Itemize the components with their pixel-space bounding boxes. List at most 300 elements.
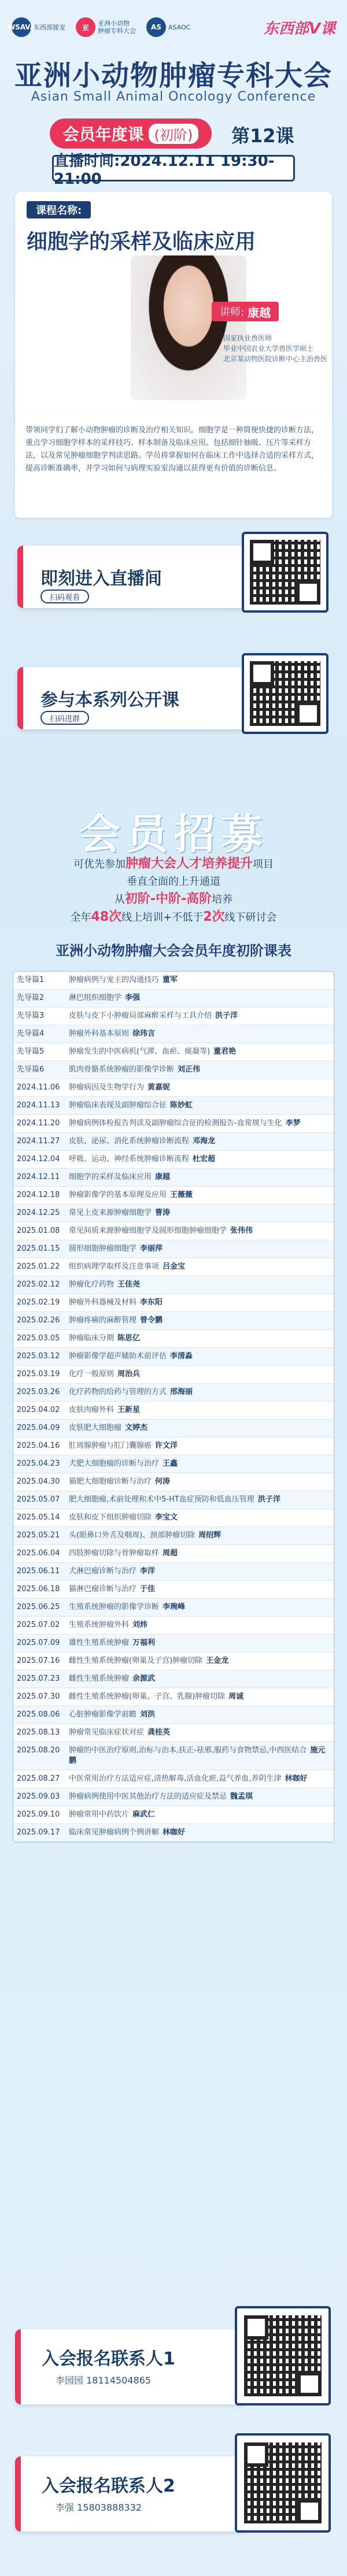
page-subtitle: Asian Small Animal Oncology Conference xyxy=(31,90,316,104)
schedule-row xyxy=(13,1706,334,1724)
schedule-row xyxy=(13,1824,334,1842)
logo-asac xyxy=(76,17,136,37)
schedule-topic-text: 肿瘤临床表现及副肿瘤综合征 xyxy=(69,1101,167,1110)
asac-logo-icon: 亚 xyxy=(76,17,95,37)
schedule-topic xyxy=(65,1133,334,1150)
schedule-topic-text: 肿瘤疼痛的麻醉管理 xyxy=(69,1316,137,1325)
schedule-date: 2025.06.04 xyxy=(17,1549,60,1558)
schedule-row xyxy=(13,1133,334,1151)
schedule-topic-text: 圆形细胞肿瘤细胞学 xyxy=(69,1244,137,1253)
schedule-row xyxy=(13,1509,334,1527)
schedule-row xyxy=(13,1330,334,1348)
schedule-date: 2025.06.11 xyxy=(17,1567,60,1576)
schedule-row xyxy=(13,1545,334,1563)
course-name: 细胞学的采样及临床应用 xyxy=(27,230,256,254)
schedule-lecturer: 周超 xyxy=(163,1549,178,1558)
recruit-line-3-post: 培养 xyxy=(212,894,233,906)
lesson-number: 第12课 xyxy=(231,125,294,147)
schedule-date: 2025.02.26 xyxy=(17,1316,60,1325)
schedule-topic-text: 生殖系统肿瘤的影像学诊断 xyxy=(69,1603,160,1611)
recruit-line-4-pre: 全年 xyxy=(70,911,91,924)
schedule-date: 2024.12.18 xyxy=(17,1191,60,1199)
schedule-row xyxy=(13,1384,334,1402)
course-intro: 带领同学们了解小动物肿瘤的诊断及治疗相关知识。细胞学是一种简便快捷的诊断方法，重点学习细胞学样本的采样技巧、样本制备及临床应用。包括细针抽吸、压片等采样方法，以及常见肿瘤细胞学判读思路。学员将掌握如何在临床工作中选择合适的采样方式，提高诊断准确率，并学习如何与病理实验室沟通以获得更有价值的诊断信息。 xyxy=(15,416,332,518)
schedule-lecturer: 张伟伟 xyxy=(230,1226,253,1235)
recruit-line-4-mid: 线上培训+不低于 xyxy=(121,911,204,924)
schedule-topic xyxy=(65,1007,334,1025)
schedule-row xyxy=(13,1007,334,1025)
schedule-topic-text: 猫肥大细胞瘤诊断与治疗 xyxy=(69,1477,152,1486)
wsava-logo-icon: WSAVA xyxy=(12,17,31,37)
schedule-date: 先导篇1 xyxy=(17,976,45,984)
schedule-row xyxy=(13,1527,334,1545)
schedule-row xyxy=(13,1276,334,1294)
schedule-row xyxy=(13,1617,334,1634)
schedule-date: 2025.04.16 xyxy=(17,1441,60,1450)
schedule-topic-text: 肿瘤外科基本原则 xyxy=(69,1029,130,1038)
logo-asaoc xyxy=(146,17,190,37)
schedule-date: 2025.09.03 xyxy=(17,1792,60,1801)
schedule-row xyxy=(13,1724,334,1742)
schedule-lecturer: 曾令鹏 xyxy=(140,1316,163,1325)
schedule-date: 2025.05.21 xyxy=(17,1531,60,1540)
recruit-description xyxy=(0,855,347,926)
schedule-date: 2024.11.20 xyxy=(17,1119,60,1128)
page-title: 亚洲小动物肿瘤专科大会 xyxy=(14,60,333,92)
schedule-topic-text: 雌性生殖系统肿瘤(卵巢及子宫)肿瘤切除 xyxy=(69,1656,203,1665)
schedule-topic xyxy=(65,1706,334,1723)
recruit-line-1-highlight: 肿瘤大会人才培养提升 xyxy=(125,857,253,871)
schedule-topic-text: 皮肤肥大细胞瘤 xyxy=(69,1424,122,1432)
schedule-row xyxy=(13,1348,334,1366)
schedule-date: 2025.07.02 xyxy=(17,1621,60,1629)
schedule-topic-text: 皮肤、泌尿、消化系统肿瘤诊断流程 xyxy=(69,1137,190,1146)
schedule-topic xyxy=(65,1366,334,1383)
schedule-topic xyxy=(65,1527,334,1544)
schedule-topic xyxy=(65,1330,334,1347)
lecturer-bio: 国家执业兽医师 毕业中国农业大学兽医学硕士 北京某动物医院诊断中心主治兽医 xyxy=(223,334,328,363)
recruit-line-1-pre: 可优先参加 xyxy=(73,858,125,870)
schedule-topic xyxy=(65,1043,334,1061)
schedule-lecturer: 康越 xyxy=(155,1173,171,1181)
schedule-heading: 亚洲小动物肿瘤大会会员年度初阶课表 xyxy=(56,943,291,959)
schedule-lecturer: 王薇薇 xyxy=(170,1191,193,1199)
schedule-lecturer: 林咖好 xyxy=(163,1828,186,1837)
schedule-row xyxy=(13,1770,334,1788)
schedule-topic xyxy=(65,1079,334,1096)
contact-1-phone[interactable]: 李园园 18114504865 xyxy=(56,2375,152,2386)
contact-1-qr-code[interactable] xyxy=(235,2306,331,2405)
schedule-topic-text: 呼吸、运动、神经系统肿瘤诊断流程 xyxy=(69,1155,190,1163)
schedule-lecturer: 刘洪 xyxy=(140,1710,156,1719)
schedule-row xyxy=(13,1599,334,1617)
schedule-lecturer: 李梦 xyxy=(285,1119,301,1128)
contact-2-qr-code[interactable] xyxy=(235,2433,331,2533)
member-level: (初阶) xyxy=(149,124,199,144)
header-logos xyxy=(7,13,335,42)
schedule-row xyxy=(13,1187,334,1204)
recruit-line-4-post: 线下研讨会 xyxy=(224,911,277,924)
schedule-topic xyxy=(65,1115,334,1132)
schedule-date: 2025.07.09 xyxy=(17,1639,60,1647)
schedule-row xyxy=(13,1670,334,1688)
schedule-date: 2025.01.22 xyxy=(17,1262,60,1271)
cta-join-button[interactable]: 扫码进群 xyxy=(40,711,89,725)
schedule-row xyxy=(13,972,334,989)
schedule-row xyxy=(13,1222,334,1240)
schedule-topic xyxy=(65,1509,334,1526)
schedule-topic-text: 常见上皮来源肿瘤细胞学 xyxy=(69,1209,152,1217)
schedule-topic-text: 雌性生殖系统肿瘤(卵巢、子宫、乳腺)肿瘤切除 xyxy=(69,1692,226,1701)
schedule-topic-text: 雄性生殖系统肿瘤 xyxy=(69,1639,130,1647)
schedule-date: 2025.05.07 xyxy=(17,1495,60,1504)
contact-1 xyxy=(15,2306,332,2422)
schedule-date: 2025.07.16 xyxy=(17,1656,60,1665)
schedule-topic xyxy=(65,1258,334,1276)
schedule-date: 2025.02.12 xyxy=(17,1280,60,1289)
schedule-topic-text: 皮肤与皮下小肿瘤局部麻醉采样与工具介绍 xyxy=(69,1011,212,1020)
schedule-topic-text: 细胞学的采样及临床应用 xyxy=(69,1173,152,1181)
schedule-lecturer: 李东阳 xyxy=(140,1298,163,1307)
schedule-lecturer: 王新星 xyxy=(117,1406,141,1414)
recruit-line-1 xyxy=(0,855,347,873)
qr-code-icon xyxy=(244,2442,322,2523)
schedule-date: 先导篇6 xyxy=(17,1065,45,1074)
schedule-lecturer: 王金龙 xyxy=(206,1656,229,1665)
logo-asaoc-text: ASAOC xyxy=(168,23,191,31)
schedule-topic-text: 肿瘤常见临床症状对症 xyxy=(69,1728,145,1737)
schedule-date: 2025.08.06 xyxy=(17,1710,60,1719)
schedule-topic-text: 犬淋巴瘤诊断与治疗 xyxy=(69,1567,137,1576)
schedule-date: 先导篇3 xyxy=(17,1011,45,1020)
schedule-row xyxy=(13,1366,334,1384)
schedule-topic xyxy=(65,1384,334,1401)
schedule-lecturer: 徐玮言 xyxy=(132,1029,156,1038)
schedule-topic-text: 肿瘤影像学的基本原理及应用 xyxy=(69,1191,167,1199)
schedule-topic xyxy=(65,1151,334,1168)
schedule-row xyxy=(13,1025,334,1043)
schedule-date: 2025.04.23 xyxy=(17,1459,60,1468)
schedule-row xyxy=(13,1043,334,1061)
schedule-row xyxy=(13,1402,334,1419)
brand-logo-right: 东西部V课 xyxy=(263,20,335,38)
schedule-topic-text: 肿瘤临床分期 xyxy=(69,1334,115,1343)
schedule-date: 2025.09.10 xyxy=(17,1810,60,1819)
schedule-lecturer: 黄嘉妮 xyxy=(147,1083,171,1092)
schedule-row xyxy=(13,1437,334,1455)
schedule-lecturer: 李丽萍 xyxy=(140,1244,163,1253)
lecturer-badge xyxy=(212,302,279,321)
cta-live[interactable] xyxy=(17,532,330,613)
schedule-topic-text: 肥大细胞瘤,术前处理和术中5-HT血症预防和低血压管理 xyxy=(69,1495,254,1504)
schedule-table xyxy=(13,971,334,1843)
schedule-date: 2025.04.02 xyxy=(17,1406,60,1414)
schedule-topic xyxy=(65,1652,334,1670)
qr-code-icon xyxy=(244,2315,322,2396)
course-card xyxy=(15,192,332,424)
schedule-lecturer: 邢海丽 xyxy=(170,1388,193,1396)
schedule-row xyxy=(13,1473,334,1491)
recruit-line-3 xyxy=(0,891,347,909)
schedule-date: 2025.04.09 xyxy=(17,1424,60,1432)
schedule-row xyxy=(13,1634,334,1652)
schedule-lecturer: 陈思亿 xyxy=(117,1334,141,1343)
recruit-title: 会员招募 xyxy=(78,810,268,858)
schedule-lecturer: 余源武 xyxy=(132,1674,156,1683)
schedule-lecturer: 许文洋 xyxy=(155,1441,178,1450)
schedule-lecturer: 李琬峰 xyxy=(163,1603,186,1611)
logo-asac-text: 亚洲小动物 肿瘤专科大会 xyxy=(98,20,136,35)
recruit-line-4-highlight-2: 2次 xyxy=(203,910,225,924)
schedule-topic xyxy=(65,1276,334,1293)
schedule-row xyxy=(13,1240,334,1258)
schedule-date: 2025.09.17 xyxy=(17,1828,60,1837)
schedule-lecturer: 文婷杰 xyxy=(125,1424,148,1432)
schedule-row xyxy=(13,1151,334,1169)
lecturer-label: 讲师: xyxy=(220,306,245,318)
member-label: 会员年度课 xyxy=(62,125,144,144)
schedule-row xyxy=(13,1204,334,1222)
schedule-date: 2025.03.19 xyxy=(17,1370,60,1378)
schedule-topic xyxy=(65,1788,334,1806)
schedule-topic-text: 临床常见肿瘤病例个例讲解 xyxy=(69,1828,160,1837)
schedule-topic xyxy=(65,1545,334,1562)
contact-2-phone[interactable]: 李强 15803888332 xyxy=(56,2502,142,2513)
schedule-row xyxy=(13,1115,334,1133)
contact-2 xyxy=(15,2433,332,2549)
schedule-row xyxy=(13,1169,334,1187)
join-qr-code[interactable] xyxy=(242,653,328,734)
schedule-lecturer: 周治兵 xyxy=(117,1370,141,1378)
recruit-line-3-highlight: 初阶-中阶-高阶 xyxy=(124,892,212,906)
schedule-topic-text: 肿瘤病例使用中医其他治疗方法的适应症及禁忌 xyxy=(69,1792,227,1801)
schedule-lecturer: 洪子洋 xyxy=(215,1011,238,1020)
schedule-lecturer: 洪子洋 xyxy=(257,1495,280,1504)
asaoc-logo-icon: AS xyxy=(146,17,166,37)
schedule-topic-text: 肿瘤外科器械及材料 xyxy=(69,1298,137,1307)
schedule-topic-text: 肿瘤病因及生物学行为 xyxy=(69,1083,145,1092)
schedule-date: 2025.06.18 xyxy=(17,1585,60,1593)
schedule-topic-text: 肿瘤发生的中医病机(气滞、血瘀、痰凝等) xyxy=(69,1047,211,1056)
schedule-lecturer: 李清淼 xyxy=(170,1352,193,1361)
schedule-topic xyxy=(65,989,334,1007)
lecturer-photo xyxy=(131,255,246,400)
schedule-date: 2025.04.30 xyxy=(17,1477,60,1486)
schedule-topic-text: 猫淋巴瘤诊断与治疗 xyxy=(69,1585,137,1593)
lecturer-name: 康越 xyxy=(248,305,271,320)
schedule-row xyxy=(13,1097,334,1115)
schedule-topic xyxy=(65,1222,334,1240)
schedule-lecturer: 王佳尧 xyxy=(117,1280,141,1289)
schedule-topic xyxy=(65,1617,334,1634)
schedule-topic xyxy=(65,1688,334,1706)
schedule-topic-text: 肿瘤病例与宠主的沟通技巧 xyxy=(69,976,160,984)
schedule-topic xyxy=(65,1806,334,1823)
schedule-topic xyxy=(65,1599,334,1616)
schedule-lecturer: 陈妙虹 xyxy=(170,1101,193,1110)
schedule-topic xyxy=(65,1724,334,1741)
cta-join-title: 参与本系列公开课 xyxy=(40,690,179,710)
schedule-row xyxy=(13,1491,334,1509)
recruit-line-4 xyxy=(0,909,347,926)
schedule-row xyxy=(13,1581,334,1599)
schedule-topic xyxy=(65,1455,334,1473)
schedule-lecturer: 刘炜 xyxy=(132,1621,148,1629)
schedule-topic-text: 肿瘤常用中药饮片 xyxy=(69,1810,130,1819)
qr-code-icon xyxy=(250,661,320,726)
cta-live-button[interactable]: 扫码观看 xyxy=(40,590,89,603)
live-qr-code[interactable] xyxy=(242,532,328,613)
schedule-lecturer: 周诚 xyxy=(228,1692,244,1701)
schedule-lecturer: 魏孟琪 xyxy=(230,1792,253,1801)
schedule-lecturer: 于佳 xyxy=(140,1585,156,1593)
schedule-topic xyxy=(65,1348,334,1365)
schedule-date: 2025.03.26 xyxy=(17,1388,60,1396)
schedule-topic xyxy=(65,1187,334,1204)
schedule-lecturer: 李宝文 xyxy=(155,1513,178,1522)
schedule-topic-text: 常见间质来源肿瘤细胞学及圆形细胞肿瘤细胞学 xyxy=(69,1226,227,1235)
schedule-date: 2025.02.19 xyxy=(17,1298,60,1307)
schedule-topic xyxy=(65,1437,334,1455)
schedule-row xyxy=(13,1688,334,1706)
logo-wsava-text: 东西部援宠 xyxy=(34,23,65,31)
schedule-lecturer: 王鑫 xyxy=(163,1459,178,1468)
schedule-lecturer: 刘正伟 xyxy=(178,1065,201,1074)
schedule-date: 2024.11.13 xyxy=(17,1101,60,1110)
course-tag: 课程名称: xyxy=(27,201,91,218)
schedule-row xyxy=(13,989,334,1007)
schedule-topic-text: 雌性生殖系统肿瘤 xyxy=(69,1674,130,1683)
recruit-line-2: 垂直全面的上升通道 xyxy=(127,876,220,888)
schedule-row xyxy=(13,1079,334,1097)
schedule-lecturer: 董军 xyxy=(163,976,178,984)
schedule-date: 2025.08.20 xyxy=(17,1746,60,1755)
schedule-lecturer: 邓海龙 xyxy=(193,1137,216,1146)
schedule-topic-text: 四肢肿瘤切除与骨肿瘤取样 xyxy=(69,1549,160,1558)
schedule-date: 2025.01.08 xyxy=(17,1226,60,1235)
schedule-topic xyxy=(65,1563,334,1580)
member-course-badge xyxy=(50,118,212,149)
schedule-row xyxy=(13,1652,334,1670)
schedule-topic xyxy=(65,1169,334,1186)
schedule-date: 先导篇2 xyxy=(17,994,45,1002)
schedule-topic-text: 皮肤和皮下组织肿瘤切除 xyxy=(69,1513,152,1522)
schedule-topic xyxy=(65,1061,334,1078)
recruit-line-1-post: 项目 xyxy=(253,858,274,870)
schedule-row xyxy=(13,1419,334,1437)
schedule-lecturer: 周绍辉 xyxy=(198,1531,222,1540)
schedule-date: 2025.08.27 xyxy=(17,1774,60,1783)
schedule-topic xyxy=(65,1025,334,1043)
schedule-lecturer: 施元鹏 xyxy=(69,1746,326,1765)
schedule-topic xyxy=(65,1670,334,1688)
live-time: 直播时间:2024.12.11 19:30-21:00 xyxy=(52,155,295,181)
schedule-topic xyxy=(65,1491,334,1508)
schedule-row xyxy=(13,1455,334,1473)
cta-join[interactable] xyxy=(17,653,330,734)
schedule-topic-text: 肿瘤的中医治疗原则,治标与治本,扶正-祛邪,服药与食物禁忌,中西医结合 xyxy=(69,1746,307,1755)
schedule-date: 2025.08.13 xyxy=(17,1728,60,1737)
schedule-topic-text: 肿瘤病例体检报告判读及副肿瘤综合征的检测报告-血常规与生化 xyxy=(69,1119,282,1128)
schedule-date: 2025.05.14 xyxy=(17,1513,60,1522)
schedule-date: 2024.11.27 xyxy=(17,1137,60,1146)
schedule-topic-text: 头(眼鼻口外舌及咽周)、颈部肿瘤切除 xyxy=(69,1531,195,1540)
recruit-line-3-pre: 从 xyxy=(114,894,125,906)
schedule-row xyxy=(13,1563,334,1581)
schedule-topic-text: 中医常用治疗方法适应症,清热解毒,活血化瘀,益气养血,养阴生津 xyxy=(69,1774,282,1783)
schedule-topic-text: 肿瘤影像学超声辅助术前评估 xyxy=(69,1352,167,1361)
qr-code-icon xyxy=(250,540,320,605)
schedule-date: 2024.11.06 xyxy=(17,1083,60,1092)
logo-wsava xyxy=(7,17,65,37)
schedule-date: 2025.06.25 xyxy=(17,1603,60,1611)
schedule-date: 先导篇5 xyxy=(17,1047,45,1056)
schedule-topic xyxy=(65,1770,334,1788)
schedule-lecturer: 万福利 xyxy=(132,1639,156,1647)
schedule-row xyxy=(13,1806,334,1824)
schedule-date: 2024.12.11 xyxy=(17,1173,60,1181)
schedule-row xyxy=(13,1312,334,1330)
schedule-date: 2024.12.04 xyxy=(17,1155,60,1163)
schedule-topic-text: 淋巴组织细胞学 xyxy=(69,994,122,1002)
schedule-topic-text: 肌肉骨骼系统肿瘤的影像学诊断 xyxy=(69,1065,175,1074)
contact-1-title: 入会报名联系人1 xyxy=(42,2349,175,2369)
schedule-topic-text: 肛周腺肿瘤与肛门囊腺癌 xyxy=(69,1441,152,1450)
schedule-lecturer: 林咖好 xyxy=(285,1774,308,1783)
schedule-topic xyxy=(65,1473,334,1491)
schedule-topic xyxy=(65,1824,334,1841)
schedule-topic-text: 化疗药物的给药与管理的方式 xyxy=(69,1388,167,1396)
schedule-topic xyxy=(65,1742,334,1770)
schedule-lecturer: 曹涛 xyxy=(155,1209,171,1217)
schedule-topic xyxy=(65,972,334,989)
schedule-date: 2025.03.05 xyxy=(17,1334,60,1343)
schedule-row xyxy=(13,1788,334,1806)
schedule-lecturer: 龚桂英 xyxy=(147,1728,171,1737)
schedule-topic xyxy=(65,1240,334,1258)
schedule-topic xyxy=(65,1581,334,1598)
schedule-row xyxy=(13,1742,334,1770)
schedule-date: 2025.07.23 xyxy=(17,1674,60,1683)
schedule-date: 2024.12.25 xyxy=(17,1209,60,1217)
schedule-topic-text: 化疗一般原则 xyxy=(69,1370,115,1378)
schedule-lecturer: 李强 xyxy=(125,994,141,1002)
schedule-topic-text: 组织病理学取样及注意事项 xyxy=(69,1262,160,1271)
schedule-date: 2025.03.12 xyxy=(17,1352,60,1361)
schedule-topic-text: 皮肤肉瘤外科 xyxy=(69,1406,115,1414)
schedule-topic-text: 心脏肿瘤影像学前瞻 xyxy=(69,1710,137,1719)
schedule-topic xyxy=(65,1204,334,1222)
schedule-date: 先导篇4 xyxy=(17,1029,45,1038)
schedule-lecturer: 麻武仁 xyxy=(132,1810,156,1819)
schedule-lecturer: 何涛 xyxy=(155,1477,171,1486)
schedule-row xyxy=(13,1294,334,1312)
schedule-topic-text: 生殖系统肿瘤外科 xyxy=(69,1621,130,1629)
schedule-lecturer: 吕金宝 xyxy=(163,1262,186,1271)
schedule-topic-text: 犬肥大细胞瘤的诊断与治疗 xyxy=(69,1459,160,1468)
recruit-line-4-highlight-1: 48次 xyxy=(91,910,122,924)
schedule-topic xyxy=(65,1634,334,1652)
schedule-row xyxy=(13,1061,334,1079)
schedule-row xyxy=(13,1258,334,1276)
schedule-topic xyxy=(65,1097,334,1114)
schedule-topic-text: 肿瘤化疗药物 xyxy=(69,1280,115,1289)
cta-live-title: 即刻进入直播间 xyxy=(40,569,162,589)
schedule-topic xyxy=(65,1419,334,1437)
schedule-lecturer: 李洋 xyxy=(140,1567,156,1576)
schedule-topic xyxy=(65,1294,334,1311)
schedule-date: 2025.01.15 xyxy=(17,1244,60,1253)
